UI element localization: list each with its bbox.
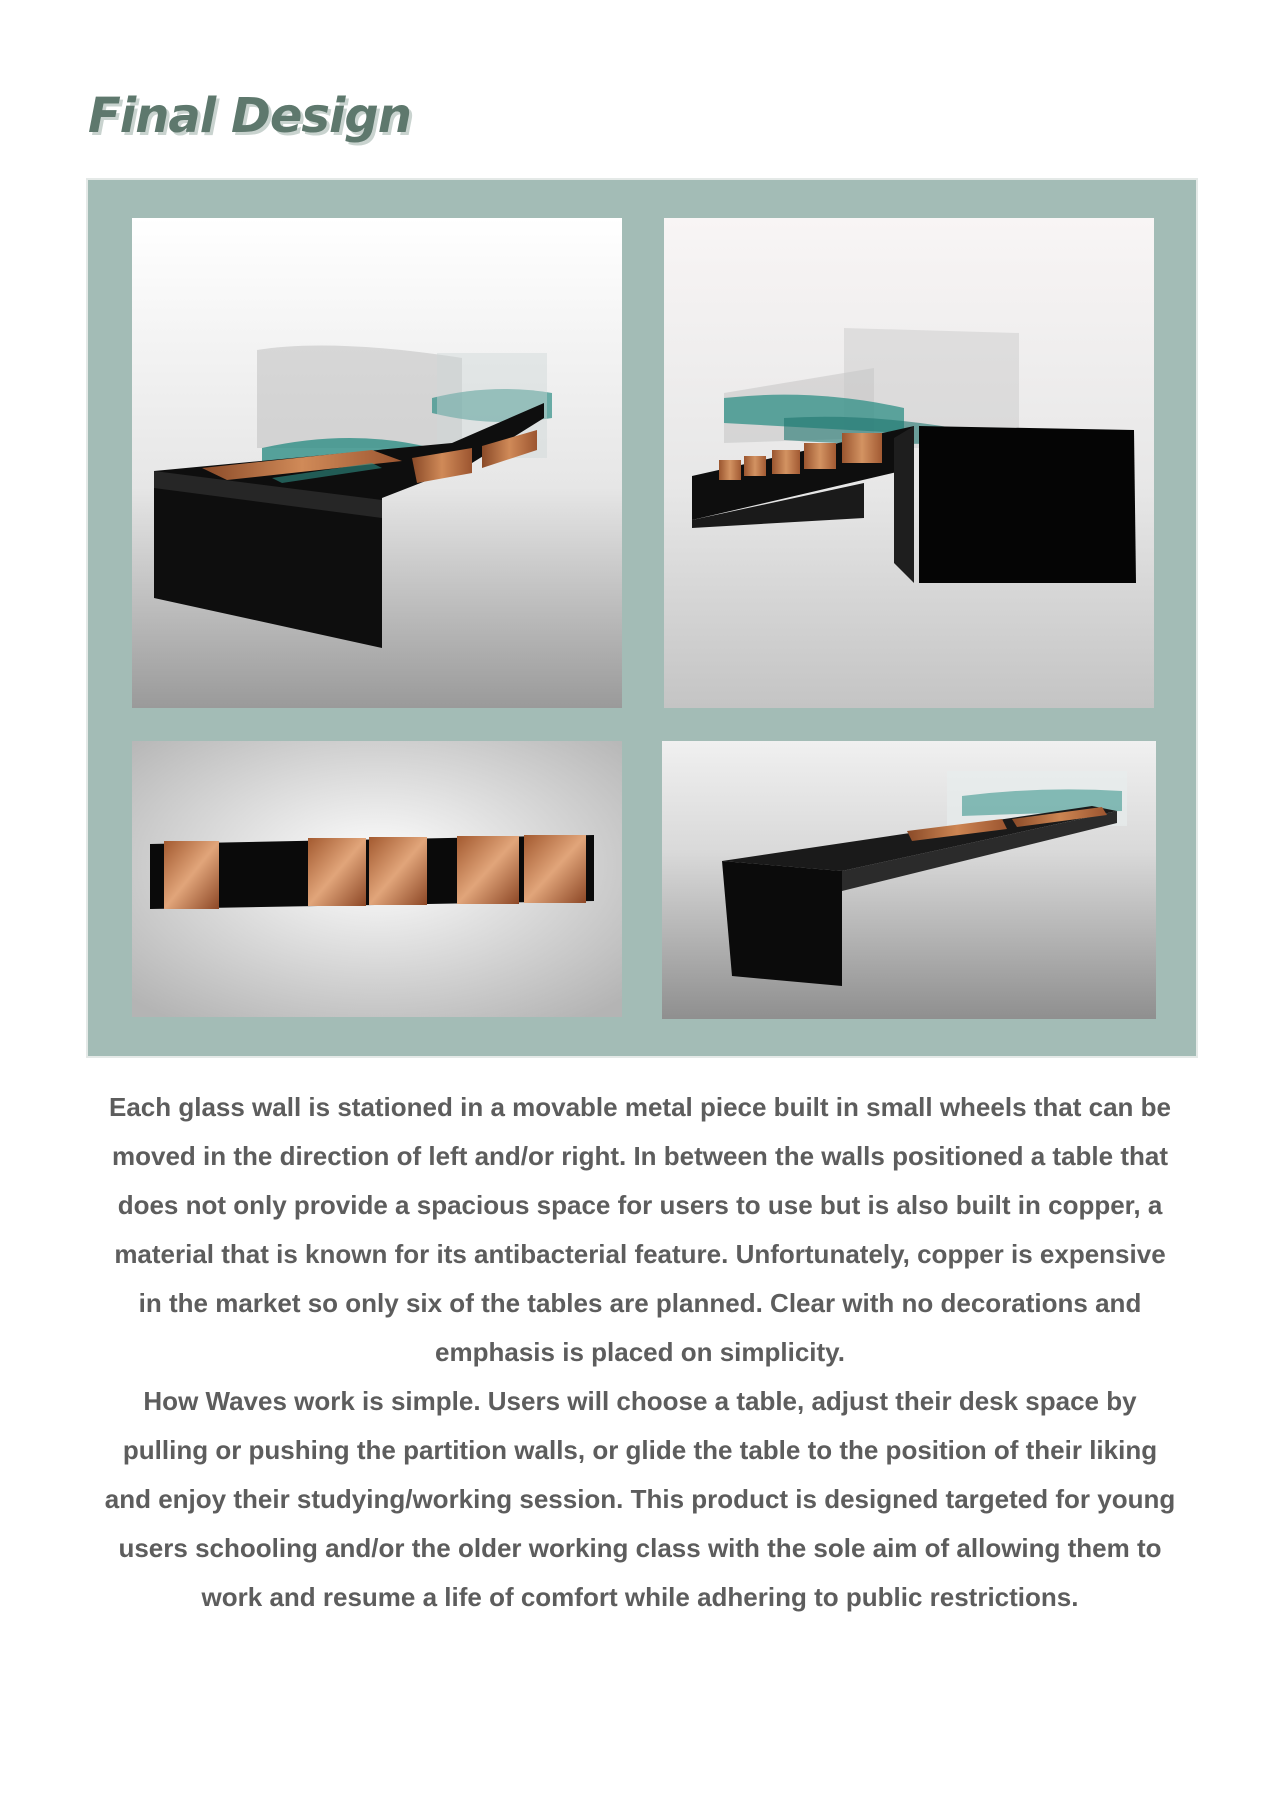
render-gallery <box>86 178 1198 1058</box>
page-title: Final Design <box>88 88 411 144</box>
bench-render-illustration <box>664 218 1154 708</box>
render-front-left <box>132 218 622 708</box>
bench-render-illustration <box>662 741 1156 1019</box>
description-paragraph: How Waves work is simple. Users will choose a table, adjust their desk space by pulling or pushing the partition walls, or glide the table to the position of their liking and enjoy their studying/working session. This product is designed targeted for young users schooling and/or the older working class with the sole aim of allowing them to work and resume a life of comfort while adhering to public restrictions. <box>104 1386 1176 1612</box>
bench-render-illustration <box>132 741 622 1017</box>
render-low-perspective <box>662 741 1156 1019</box>
description-text <box>100 1083 1180 1622</box>
render-rear-right <box>664 218 1154 708</box>
description-paragraph: Each glass wall is stationed in a movable metal piece built in small wheels that can be moved in the direction of left and/or right. In between the walls positioned a table that does not only provide a spacious space for users to use but is also built in copper, a material that is known for its antibacterial feature. Unfortunately, copper is expensive in the market so only six of the tables are planned. Clear with no decorations and emphasis is placed on simplicity. <box>108 1092 1171 1367</box>
bench-render-illustration <box>132 218 622 708</box>
render-top-view <box>132 741 622 1017</box>
